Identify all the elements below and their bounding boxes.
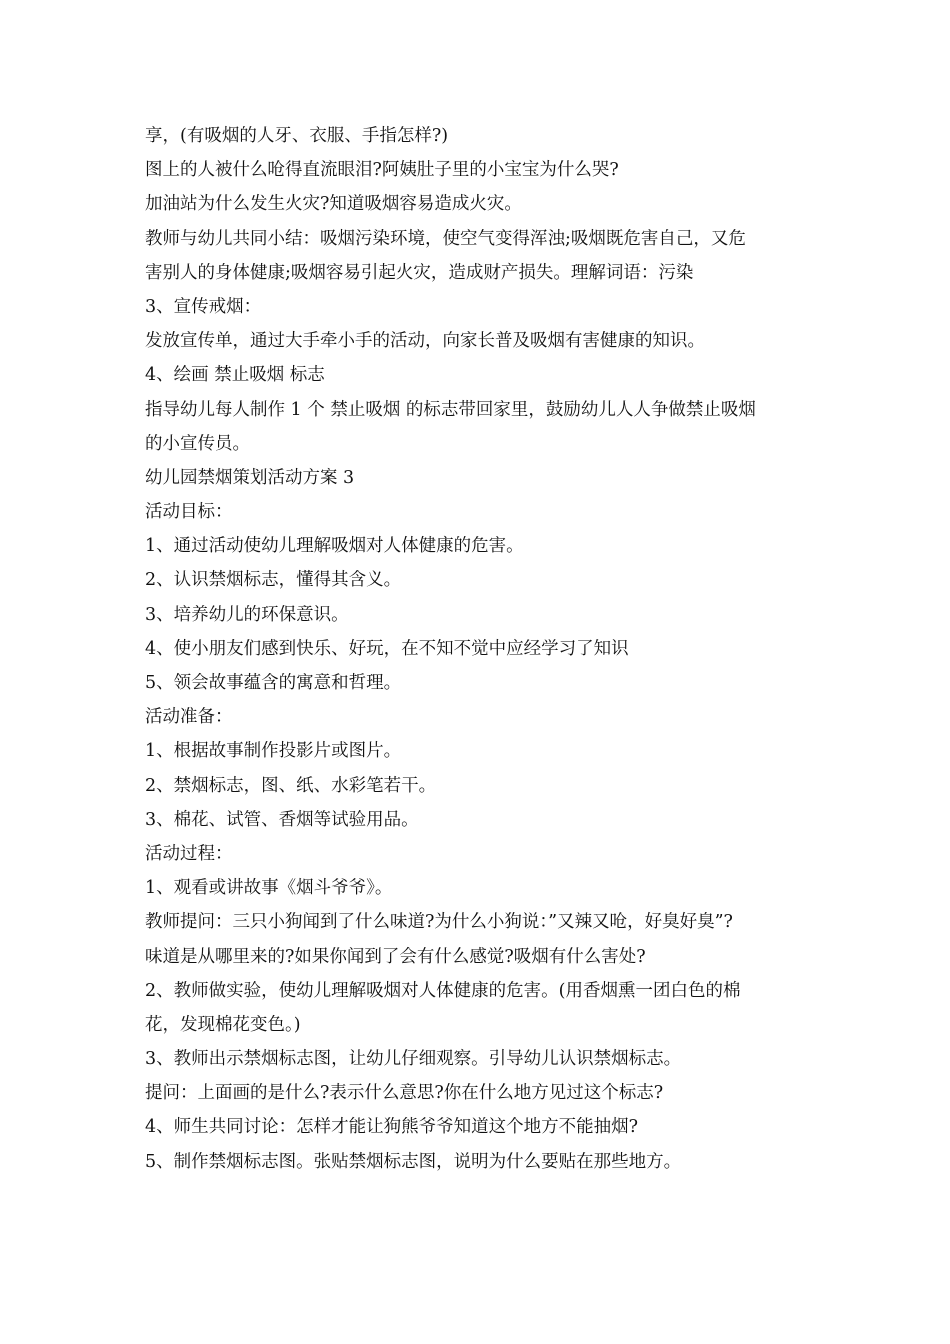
text-line: 加油站为什么发生火灾?知道吸烟容易造成火灾。 xyxy=(145,194,522,215)
text-line: 教师与幼儿共同小结：吸烟污染环境，使空气变得浑浊;吸烟既危害自己，又危 xyxy=(145,228,746,249)
text-line: 味道是从哪里来的?如果你闻到了会有什么感觉?吸烟有什么害处? xyxy=(145,946,646,967)
list-item: 1、根据故事制作投影片或图片。 xyxy=(145,741,402,762)
text-line: 提问：上面画的是什么?表示什么意思?你在什么地方见过这个标志? xyxy=(145,1083,664,1104)
list-item: 2、教师做实验，使幼儿理解吸烟对人体健康的危害。(用香烟熏一团白色的棉 xyxy=(145,980,741,1001)
list-item: 3、培养幼儿的环保意识。 xyxy=(145,604,349,625)
text-line: 指导幼儿每人制作 1 个 禁止吸烟 的标志带回家里，鼓励幼儿人人争做禁止吸烟 xyxy=(145,399,756,420)
text-line: 发放宣传单，通过大手牵小手的活动，向家长普及吸烟有害健康的知识。 xyxy=(145,331,705,352)
section-heading: 3、宣传戒烟： xyxy=(145,296,262,317)
text-line: 花，发现棉花变色。) xyxy=(145,1014,301,1035)
text-line: 教师提问：三只小狗闻到了什么味道?为什么小狗说：”又辣又呛，好臭好臭”? xyxy=(145,912,733,933)
list-item: 1、通过活动使幼儿理解吸烟对人体健康的危害。 xyxy=(145,536,524,557)
list-item: 4、师生共同讨论：怎样才能让狗熊爷爷知道这个地方不能抽烟? xyxy=(145,1117,639,1138)
section-heading: 活动过程： xyxy=(145,843,233,864)
section-heading: 活动目标： xyxy=(145,502,233,523)
section-heading: 活动准备： xyxy=(145,707,233,728)
document-body xyxy=(145,119,825,1179)
list-item: 5、领会故事蕴含的寓意和哲理。 xyxy=(145,673,402,693)
text-line: 享，(有吸烟的人牙、衣服、手指怎样?) xyxy=(145,126,449,146)
list-item: 3、棉花、试管、香烟等试验用品。 xyxy=(145,809,419,830)
list-item: 5、制作禁烟标志图。张贴禁烟标志图，说明为什么要贴在那些地方。 xyxy=(145,1151,682,1172)
document-title: 幼儿园禁烟策划活动方案 3 xyxy=(145,467,355,488)
list-item: 2、禁烟标志，图、纸、水彩笔若干。 xyxy=(145,775,437,796)
text-line: 图上的人被什么呛得直流眼泪?阿姨肚子里的小宝宝为什么哭? xyxy=(145,160,619,181)
section-heading: 4、绘画 禁止吸烟 标志 xyxy=(145,365,325,386)
list-item: 3、教师出示禁烟标志图，让幼儿仔细观察。引导幼儿认识禁烟标志。 xyxy=(145,1049,682,1070)
text-line: 害别人的身体健康;吸烟容易引起火灾，造成财产损失。理解词语：污染 xyxy=(145,262,694,283)
list-item: 2、认识禁烟标志，懂得其含义。 xyxy=(145,570,402,591)
text-line: 的小宣传员。 xyxy=(145,433,250,454)
list-item: 4、使小朋友们感到快乐、好玩，在不知不觉中应经学习了知识 xyxy=(145,638,629,659)
list-item: 1、观看或讲故事《烟斗爷爷》。 xyxy=(145,878,393,899)
